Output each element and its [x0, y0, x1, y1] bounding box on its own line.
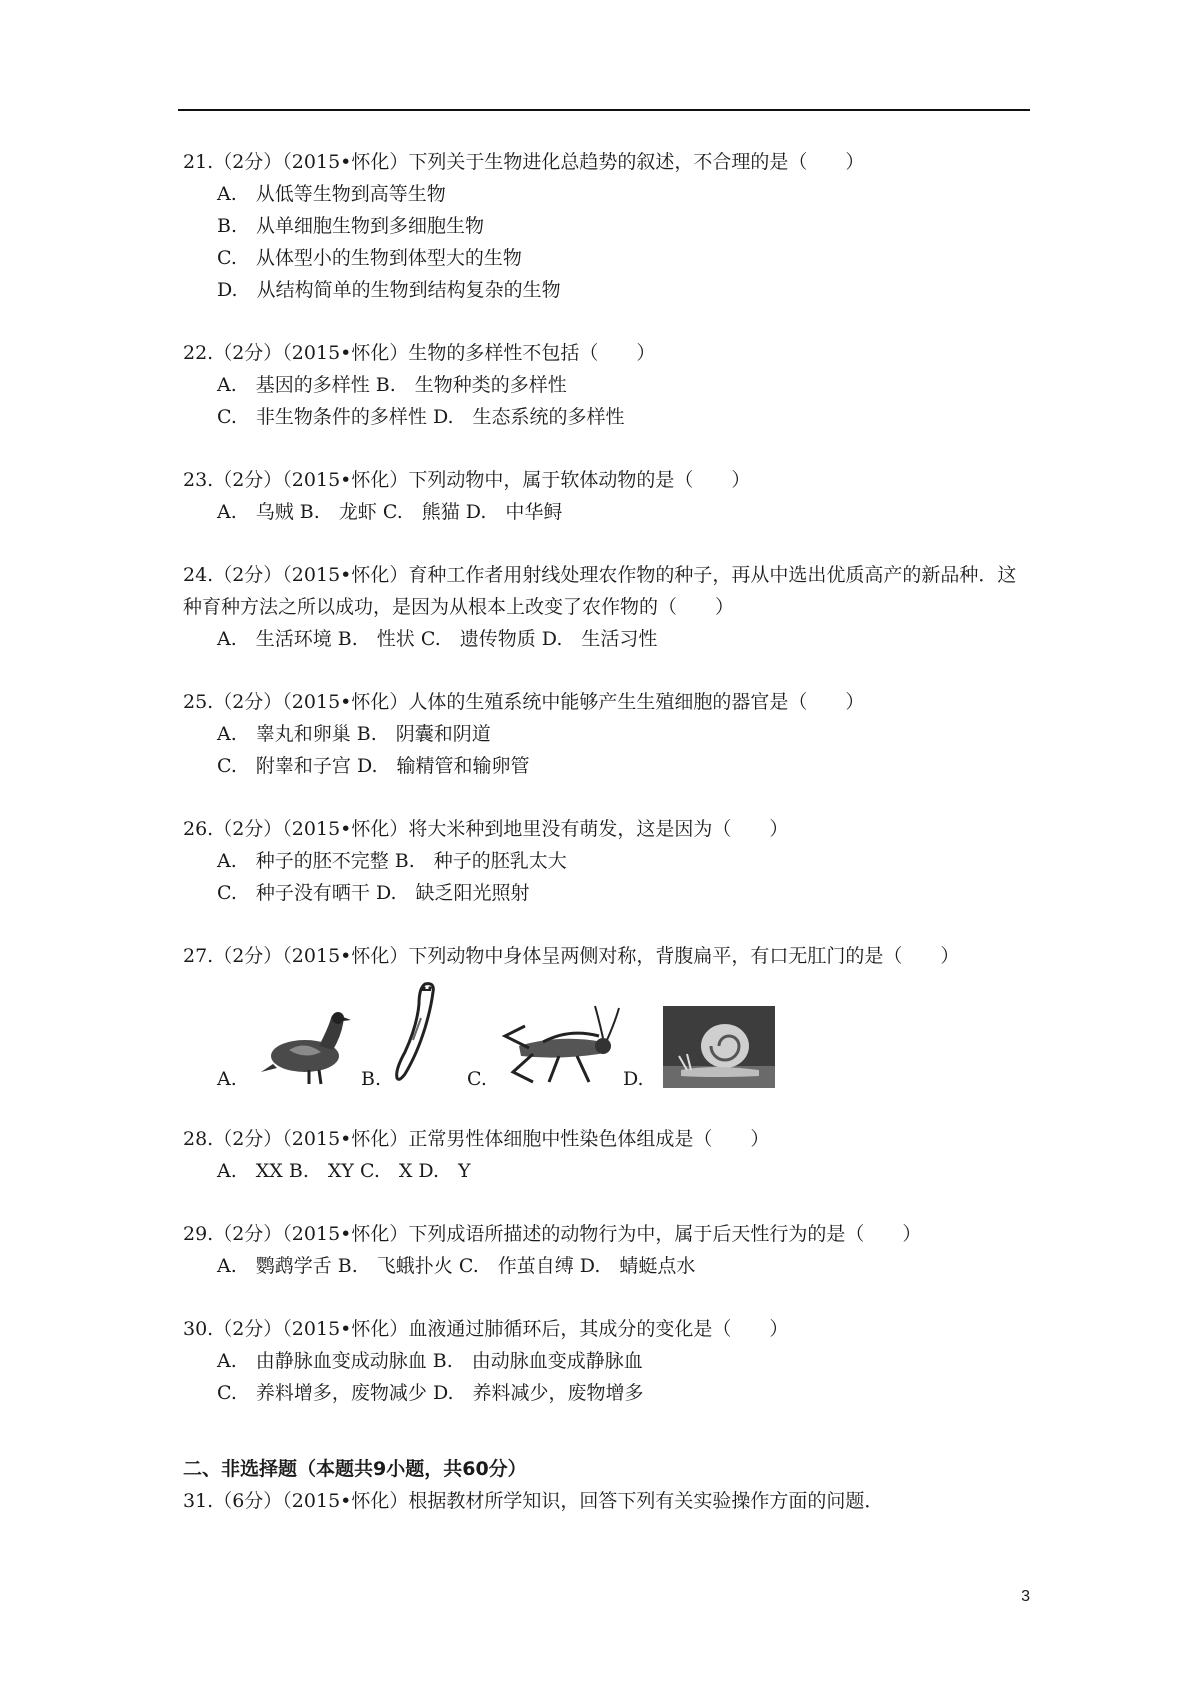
- option-label: A.: [217, 1068, 237, 1090]
- question-25: [183, 686, 1033, 782]
- option-line: C. 附睾和子宫 D. 输精管和输卵管: [217, 755, 530, 777]
- header-rule: [178, 109, 1030, 111]
- option-line: C. 非生物条件的多样性 D. 生态系统的多样性: [217, 406, 625, 428]
- option-line: B. 从单细胞生物到多细胞生物: [217, 215, 485, 237]
- question-stem: 24.（2分）（2015•怀化）育种工作者用射线处理农作物的种子，再从中选出优质高产的新品种．这种育种方法之所以成功，是因为从根本上改变了农作物的（ ）: [183, 564, 1017, 618]
- option-label: B.: [361, 1068, 382, 1090]
- option-line: D. 从结构简单的生物到结构复杂的生物: [217, 279, 561, 301]
- question-22: [183, 337, 1033, 433]
- question-stem: 27.（2分）（2015•怀化）下列动物中身体呈两侧对称，背腹扁平，有口无肛门的是（ ）: [183, 945, 960, 967]
- option-line: C. 种子没有晒干 D. 缺乏阳光照射: [217, 882, 530, 904]
- option-line: A. XX B. XY C. X D. Y: [217, 1160, 471, 1182]
- option-line: C. 养料增多，废物减少 D. 养料减少，废物增多: [217, 1382, 644, 1404]
- question-30: [183, 1313, 1033, 1409]
- section-heading: 二、非选择题（本题共9小题，共60分）: [183, 1458, 527, 1480]
- option-line: A. 睾丸和卵巢 B. 阴囊和阴道: [217, 723, 491, 745]
- option-line: C. 从体型小的生物到体型大的生物: [217, 247, 522, 269]
- option-line: A. 生活环境 B. 性状 C. 遗传物质 D. 生活习性: [217, 628, 658, 650]
- option-line: A. 从低等生物到高等生物: [217, 183, 446, 205]
- question-stem: 22.（2分）（2015•怀化）生物的多样性不包括（ ）: [183, 342, 656, 364]
- option-line: A. 基因的多样性 B. 生物种类的多样性: [217, 374, 567, 396]
- question-stem: 25.（2分）（2015•怀化）人体的生殖系统中能够产生生殖细胞的器官是（ ）: [183, 691, 865, 713]
- question-stem: 30.（2分）（2015•怀化）血液通过肺循环后，其成分的变化是（ ）: [183, 1318, 789, 1340]
- grasshopper-icon: [499, 1002, 621, 1088]
- snail-icon: [663, 1006, 775, 1088]
- option-label: D.: [623, 1068, 644, 1090]
- question-29: [183, 1218, 1033, 1282]
- option-line: A. 种子的胚不完整 B. 种子的胚乳太大: [217, 850, 567, 872]
- question-stem: 31.（6分）（2015•怀化）根据教材所学知识，回答下列有关实验操作方面的问题．: [183, 1490, 884, 1512]
- option-line: A. 鹦鹉学舌 B. 飞蛾扑火 C. 作茧自缚 D. 蜻蜓点水: [217, 1255, 696, 1277]
- question-stem: 21.（2分）（2015•怀化）下列关于生物进化总趋势的叙述，不合理的是（ ）: [183, 151, 865, 173]
- option-line: A. 由静脉血变成动脉血 B. 由动脉血变成静脉血: [217, 1350, 643, 1372]
- pigeon-icon: [259, 1006, 355, 1088]
- question-21: [183, 146, 1033, 306]
- question-stem: 23.（2分）（2015•怀化）下列动物中，属于软体动物的是（ ）: [183, 469, 751, 491]
- question-31: [183, 1485, 1033, 1517]
- question-page: [183, 146, 1033, 1548]
- planarian-icon: [391, 978, 447, 1088]
- question-26: [183, 813, 1033, 909]
- question-24: [183, 559, 1033, 655]
- question-stem: 29.（2分）（2015•怀化）下列成语所描述的动物行为中，属于后天性行为的是（ ）: [183, 1223, 922, 1245]
- option-label: C.: [467, 1068, 487, 1090]
- image-options-row: [217, 974, 1033, 1092]
- question-28: [183, 1123, 1033, 1187]
- question-23: [183, 464, 1033, 528]
- question-stem: 26.（2分）（2015•怀化）将大米种到地里没有萌发，这是因为（ ）: [183, 818, 789, 840]
- page-number: 3: [1021, 1588, 1030, 1605]
- option-line: A. 乌贼 B. 龙虾 C. 熊猫 D. 中华鲟: [217, 501, 563, 523]
- question-27: [183, 940, 1033, 1092]
- question-stem: 28.（2分）（2015•怀化）正常男性体细胞中性染色体组成是（ ）: [183, 1128, 770, 1150]
